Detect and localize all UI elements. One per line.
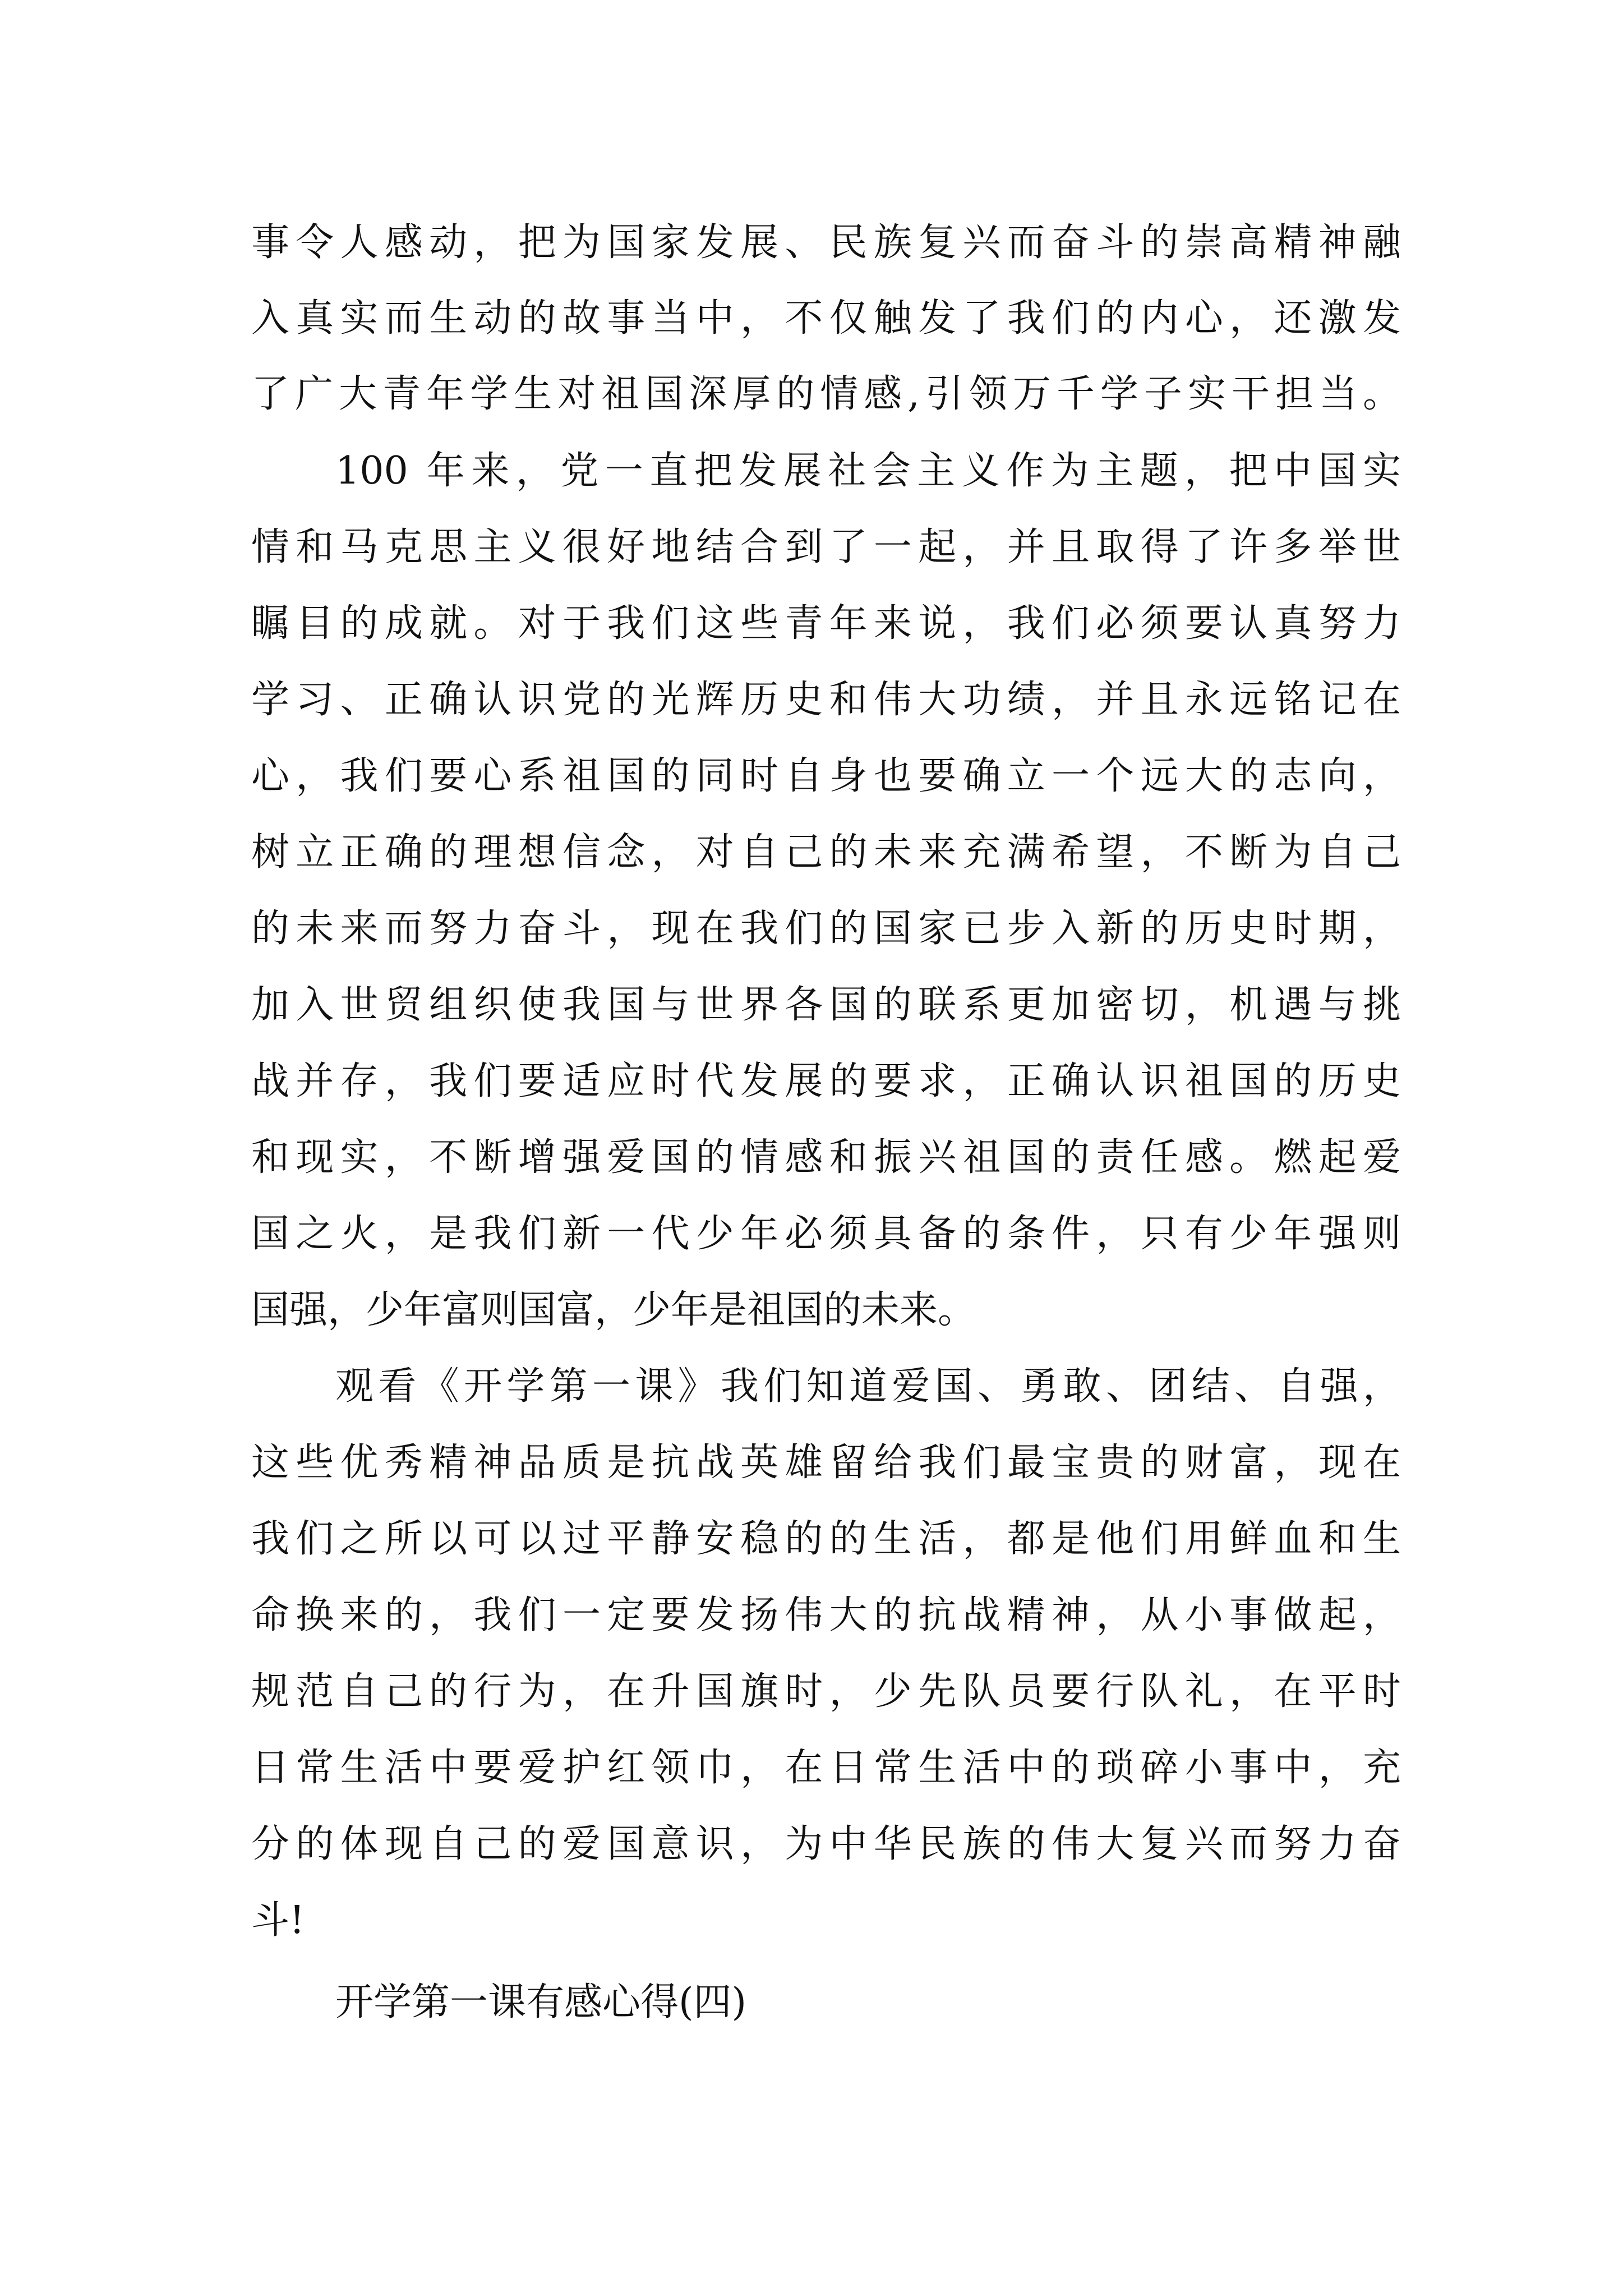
text-line-1: 事令人感动，把为国家发展、民族复兴而奋斗的崇高精神融 (251, 220, 1401, 265)
text-line-2: 入真实而生动的故事当中，不仅触发了我们的内心，还激发 (251, 296, 1401, 341)
text-line-6: 瞩目的成就。对于我们这些青年来说，我们必须要认真努力 (251, 601, 1401, 646)
text-line-10: 的未来而努力奋斗，现在我们的国家已步入新的历史时期， (251, 907, 1401, 951)
text-line-21: 日常生活中要爱护红领巾，在日常生活中的琐碎小事中，充 (251, 1746, 1401, 1790)
text-line-4: 100 年来，党一直把发展社会主义作为主题，把中国实 (335, 449, 1401, 493)
text-line-5: 情和马克思主义很好地结合到了一起，并且取得了许多举世 (251, 525, 1401, 569)
text-line-14: 国之火，是我们新一代少年必须具备的条件，只有少年强则 (251, 1212, 1401, 1256)
section-heading: 开学第一课有感心得(四) (335, 1980, 747, 2024)
text-line-15: 国强，少年富则国富，少年是祖国的未来。 (251, 1288, 976, 1332)
text-line-8: 心，我们要心系祖国的同时自身也要确立一个远大的志向， (251, 754, 1401, 798)
text-line-16: 观看《开学第一课》我们知道爱国、勇敢、团结、自强， (335, 1364, 1401, 1409)
text-line-18: 我们之所以可以过平静安稳的的生活，都是他们用鲜血和生 (251, 1517, 1401, 1561)
text-line-11: 加入世贸组织使我国与世界各国的联系更加密切，机遇与挑 (251, 983, 1401, 1027)
text-line-13: 和现实，不断增强爱国的情感和振兴祖国的责任感。燃起爱 (251, 1135, 1401, 1180)
text-line-17: 这些优秀精神品质是抗战英雄留给我们最宝贵的财富，现在 (251, 1441, 1401, 1485)
text-line-9: 树立正确的理想信念，对自己的未来充满希望，不断为自己 (251, 830, 1401, 875)
text-line-7: 学习、正确认识党的光辉历史和伟大功绩，并且永远铭记在 (251, 678, 1401, 722)
text-line-22: 分的体现自己的爱国意识，为中华民族的伟大复兴而努力奋 (251, 1822, 1401, 1866)
text-line-12: 战并存，我们要适应时代发展的要求，正确认识祖国的历史 (251, 1059, 1401, 1103)
text-line-23: 斗! (251, 1898, 305, 1943)
text-line-19: 命换来的，我们一定要发扬伟大的抗战精神，从小事做起， (251, 1593, 1401, 1637)
text-line-20: 规范自己的行为，在升国旗时，少先队员要行队礼，在平时 (251, 1669, 1401, 1714)
text-line-3: 了广大青年学生对祖国深厚的情感,引领万千学子实干担当。 (251, 372, 1401, 416)
